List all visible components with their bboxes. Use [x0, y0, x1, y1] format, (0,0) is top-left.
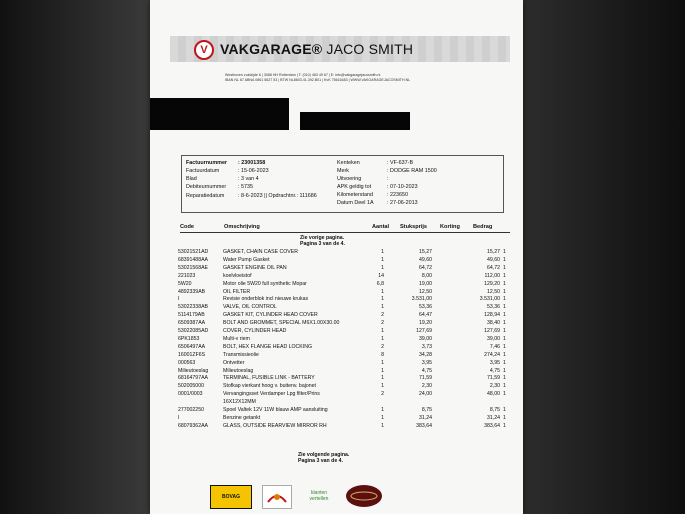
company-address: [225, 73, 410, 83]
row-quantity: 14: [378, 272, 384, 279]
invoice-date-value: : 15-06-2023: [238, 168, 269, 174]
model-value: :: [387, 176, 389, 182]
carry-bottom-1: Zie volgende pagina.: [298, 452, 350, 458]
table-row: [150, 281, 523, 289]
row-unit-price: 31,24: [419, 414, 432, 421]
row-description: GLASS, OUTSIDE REARVIEW MIRROR RH: [223, 422, 327, 429]
row-vat-code: 1: [503, 272, 506, 279]
row-vat-code: 1: [503, 407, 506, 413]
model-label: Uitvoering: [337, 176, 362, 182]
row-amount: 112,00: [484, 272, 500, 279]
row-code: 6PK1853: [178, 335, 200, 342]
oval-brand-badge: [346, 485, 382, 507]
make-value: : DODGE RAM 1500: [387, 168, 437, 174]
invoice-page: [150, 0, 523, 514]
row-unit-price: 39,00: [419, 335, 432, 342]
apk-value: : 07-10-2023: [387, 184, 418, 190]
row-code: 221023: [178, 272, 196, 279]
redaction-bar-1: [150, 98, 289, 130]
row-amount: 31,24: [487, 414, 500, 421]
row-quantity: 8: [381, 351, 384, 358]
row-vat-code: 1: [503, 304, 506, 311]
table-row: [150, 320, 523, 328]
row-unit-price: 3.531,00: [411, 296, 432, 303]
row-code: 68164797AA: [178, 375, 209, 382]
row-description: koelvloeistof: [223, 272, 252, 279]
row-vat-code: 1: [503, 335, 506, 342]
repair-date-label: Reparatiedatum: [186, 193, 225, 199]
row-unit-price: 383,64: [416, 422, 432, 429]
row-description: TERMINAL, FUSIBLE LINK - BATTERY: [223, 375, 315, 382]
row-code: 0001/0003: [178, 391, 203, 398]
row-unit-price: 4,75: [421, 367, 432, 374]
row-amount: 53,36: [487, 304, 500, 311]
table-row: [150, 352, 523, 360]
invoice-date-label: Factuurdatum: [186, 168, 220, 174]
table-row: [150, 296, 523, 304]
row-code: 53021568AE: [178, 264, 209, 271]
row-description: Milieutoeslag: [223, 367, 254, 374]
row-code: Milieutoeslag: [178, 367, 209, 374]
vakgarage-logo-icon: V: [194, 40, 214, 60]
row-description: Stofkap vierkant hoog v. buitenv. bajonet: [223, 383, 316, 390]
row-description: Ontvetter: [223, 359, 245, 366]
row-description: OIL FILTER: [223, 288, 251, 295]
row-description: Spoel Valtek 12V 11W blauw AMP aansluiting: [223, 407, 328, 413]
brand-sub: JACO SMITH: [322, 41, 414, 57]
km-label: Kilometerstand: [337, 192, 373, 198]
background-left: [0, 0, 150, 514]
row-vat-code: 1: [503, 367, 506, 374]
row-vat-code: 1: [503, 312, 506, 319]
row-vat-code: 1: [503, 264, 506, 271]
row-code: 5W20: [178, 280, 192, 287]
bovag-badge: BOVAG: [210, 485, 252, 509]
klanten-vertellen-badge: [302, 485, 336, 507]
row-quantity: 1: [381, 375, 384, 382]
row-description: BOLT AND GROMMET, SPECIAL M6X1.00X30.00: [223, 320, 340, 327]
col-header-amount: Bedrag: [473, 224, 493, 230]
row-quantity: 1: [381, 383, 384, 390]
row-description: Revisie onderblok incl nieuwe krukas: [223, 296, 309, 303]
col-header-price: Stuksprijs: [400, 224, 428, 230]
row-amount: 128,94: [484, 312, 500, 319]
row-vat-code: 1: [503, 391, 506, 398]
row-amount: 129,20: [484, 280, 500, 287]
row-unit-price: 19,00: [419, 280, 432, 287]
row-unit-price: 127,69: [416, 328, 432, 334]
row-code: 277002250: [178, 407, 204, 413]
row-vat-code: 1: [503, 296, 506, 303]
row-unit-price: 49,60: [419, 256, 432, 263]
row-quantity: 1: [381, 422, 384, 429]
row-description: Transmissieolie: [223, 351, 259, 358]
row-code: I: [178, 414, 180, 421]
carry-top-1: Zie vorige pagina.: [300, 235, 345, 241]
table-row: [150, 344, 523, 352]
oval-logo-icon: [349, 490, 379, 502]
row-code: 68079362AA: [178, 422, 209, 429]
table-row: [150, 368, 523, 376]
row-vat-code: 1: [503, 280, 506, 287]
redaction-bar-2: [300, 112, 410, 130]
table-row: [150, 257, 523, 265]
row-code: 6509387AA: [178, 320, 206, 327]
row-unit-price: 3,73: [421, 343, 432, 350]
table-row: [150, 360, 523, 368]
row-unit-price: 15,27: [419, 249, 432, 255]
row-amount: 71,59: [487, 375, 500, 382]
row-amount: 64,72: [487, 264, 500, 271]
row-code: 68391488AA: [178, 256, 209, 263]
apk-label: APK geldig tot: [337, 184, 372, 190]
row-description: Vervangingsset Verdamper Lpg filter/Prins: [223, 391, 320, 398]
row-quantity: 1: [381, 304, 384, 311]
col-header-desc: Omschrijving: [224, 224, 260, 230]
row-code: 502005000: [178, 383, 204, 390]
row-unit-price: 12,50: [419, 288, 432, 295]
row-amount: 383,64: [484, 422, 500, 429]
award-icon: [266, 488, 288, 506]
row-quantity: 1: [381, 249, 384, 255]
make-label: Merk: [337, 168, 349, 174]
row-unit-price: 3,95: [421, 359, 432, 366]
row-description-line2: 16X12X12MM: [223, 399, 256, 406]
table-row: [150, 328, 523, 336]
invoice-number-label: Factuurnummer: [186, 160, 228, 166]
row-amount: 48,00: [487, 391, 500, 398]
row-unit-price: 24,00: [419, 391, 432, 398]
row-vat-code: 1: [503, 343, 506, 350]
row-code: 53022338AB: [178, 304, 209, 311]
table-row: [150, 375, 523, 383]
sheet-value: : 3 van 4: [238, 176, 259, 182]
row-unit-price: 2,30: [421, 383, 432, 390]
table-row: [150, 304, 523, 312]
row-code: 16001ZF6S: [178, 351, 206, 358]
row-description: COVER, CYLINDER HEAD: [223, 328, 287, 334]
row-vat-code: 1: [503, 249, 506, 255]
row-amount: 274,24: [484, 351, 500, 358]
row-unit-price: 64,72: [419, 264, 432, 271]
row-amount: 7,46: [489, 343, 500, 350]
row-amount: 3.531,00: [479, 296, 500, 303]
invoice-info-box: [181, 155, 504, 213]
carry-top-2: Pagina 3 van de 4.: [300, 241, 345, 247]
table-row: [150, 273, 523, 281]
table-row: [150, 415, 523, 423]
row-amount: 39,00: [487, 335, 500, 342]
row-quantity: 1: [381, 335, 384, 342]
plate-value: : VF-637-B: [387, 160, 414, 166]
row-amount: 12,50: [487, 288, 500, 295]
row-description: VALVE, OIL CONTROL: [223, 304, 277, 311]
row-vat-code: 1: [503, 351, 506, 358]
row-quantity: 6,8: [376, 280, 384, 287]
repair-date-value: : 8-6-2023 || Opdrachtnr.: 111686: [238, 193, 317, 199]
col-header-discount: Korting: [440, 224, 460, 230]
row-unit-price: 53,36: [419, 304, 432, 311]
row-code: I: [178, 296, 180, 303]
row-quantity: 1: [381, 414, 384, 421]
table-row: [150, 407, 523, 415]
sheet-label: Blad: [186, 176, 197, 182]
table-row: [150, 265, 523, 273]
row-unit-price: 71,59: [419, 375, 432, 382]
row-amount: 38,40: [487, 320, 500, 327]
row-unit-price: 34,28: [419, 351, 432, 358]
award-badge: [262, 485, 292, 509]
row-unit-price: 8,75: [421, 407, 432, 413]
row-description: Multi-v riem: [223, 335, 250, 342]
row-amount: 2,30: [489, 383, 500, 390]
col-header-qty: Aantal: [372, 224, 390, 230]
table-row: [150, 312, 523, 320]
row-vat-code: 1: [503, 288, 506, 295]
address-line-1: Westhoven zuidzijde 6 | 3088 HH Rotterdam | T: (010) 483 49 67 | E: info@vakgaragejacosmith.nl: [225, 73, 381, 77]
row-unit-price: 19,20: [419, 320, 432, 327]
table-row: [150, 289, 523, 297]
table-row: [150, 383, 523, 391]
row-code: 4892339AB: [178, 288, 206, 295]
row-description: Motor olie 5W20 full synthetic Mopar: [223, 280, 307, 287]
row-vat-code: 1: [503, 375, 506, 382]
row-description: GASKET KIT, CYLINDER HEAD COVER: [223, 312, 318, 319]
row-quantity: 1: [381, 296, 384, 303]
row-vat-code: 1: [503, 328, 506, 334]
row-quantity: 2: [381, 343, 384, 350]
row-code: 53021521AD: [178, 249, 209, 255]
row-vat-code: 1: [503, 422, 506, 429]
row-quantity: 2: [381, 391, 384, 398]
row-code: 6506497AA: [178, 343, 206, 350]
row-quantity: 1: [381, 407, 384, 413]
brand-name: [220, 41, 413, 57]
row-quantity: 1: [381, 367, 384, 374]
address-line-2: IBAN NL 67 ABNA 0861 5627 53 | BTW NL8603.41.392.B01 | KvK 75616483 | WWW.VAKGARAGEJACOSMITH.NL: [225, 78, 411, 82]
invoice-number-value: : 23001358: [238, 160, 266, 166]
row-description: BOLT, HEX FLANGE HEAD LOCKING: [223, 343, 312, 350]
badge3-line1: klanten: [310, 490, 328, 496]
row-quantity: 1: [381, 288, 384, 295]
row-amount: 4,75: [489, 367, 500, 374]
row-code: 000563: [178, 359, 196, 366]
row-vat-code: 1: [503, 256, 506, 263]
row-amount: 127,69: [484, 328, 500, 334]
row-description: GASKET, CHAIN CASE COVER: [223, 249, 298, 255]
plate-label: Kenteken: [337, 160, 360, 166]
deel-value: : 27-06-2013: [387, 200, 418, 206]
row-quantity: 1: [381, 359, 384, 366]
row-amount: 8,75: [489, 407, 500, 413]
row-unit-price: 64,47: [419, 312, 432, 319]
brand-main: VAKGARAGE®: [220, 41, 323, 57]
row-unit-price: 8,00: [421, 272, 432, 279]
row-quantity: 2: [381, 320, 384, 327]
row-quantity: 1: [381, 256, 384, 263]
row-amount: 3,95: [489, 359, 500, 366]
header-divider: [180, 232, 510, 233]
row-description: Benzine getankt: [223, 414, 261, 421]
row-vat-code: 1: [503, 359, 506, 366]
debtor-value: : 5735: [238, 184, 253, 190]
col-header-code: Code: [180, 224, 194, 230]
background-right: [515, 0, 685, 514]
row-amount: 49,60: [487, 256, 500, 263]
table-row: [150, 391, 523, 399]
table-row: [150, 423, 523, 431]
carry-bottom-2: Pagina 3 van de 4.: [298, 458, 343, 464]
row-description: Water Pump Gasket: [223, 256, 270, 263]
table-row: [150, 336, 523, 344]
row-quantity: 2: [381, 312, 384, 319]
row-quantity: 1: [381, 328, 384, 334]
deel-label: Datum Deel 1A: [337, 200, 374, 206]
row-vat-code: 1: [503, 383, 506, 390]
badge3-line2: vertellen: [309, 496, 329, 502]
row-vat-code: 1: [503, 320, 506, 327]
row-code: 5114179AB: [178, 312, 205, 319]
row-description: GASKET ENGINE OIL PAN: [223, 264, 287, 271]
row-quantity: 1: [381, 264, 384, 271]
debtor-label: Debiteurnummer: [186, 184, 227, 190]
row-code: 53022085AD: [178, 328, 209, 334]
row-vat-code: 1: [503, 414, 506, 421]
table-row: [150, 249, 523, 257]
km-value: : 223650: [387, 192, 408, 198]
row-amount: 15,27: [487, 249, 500, 255]
